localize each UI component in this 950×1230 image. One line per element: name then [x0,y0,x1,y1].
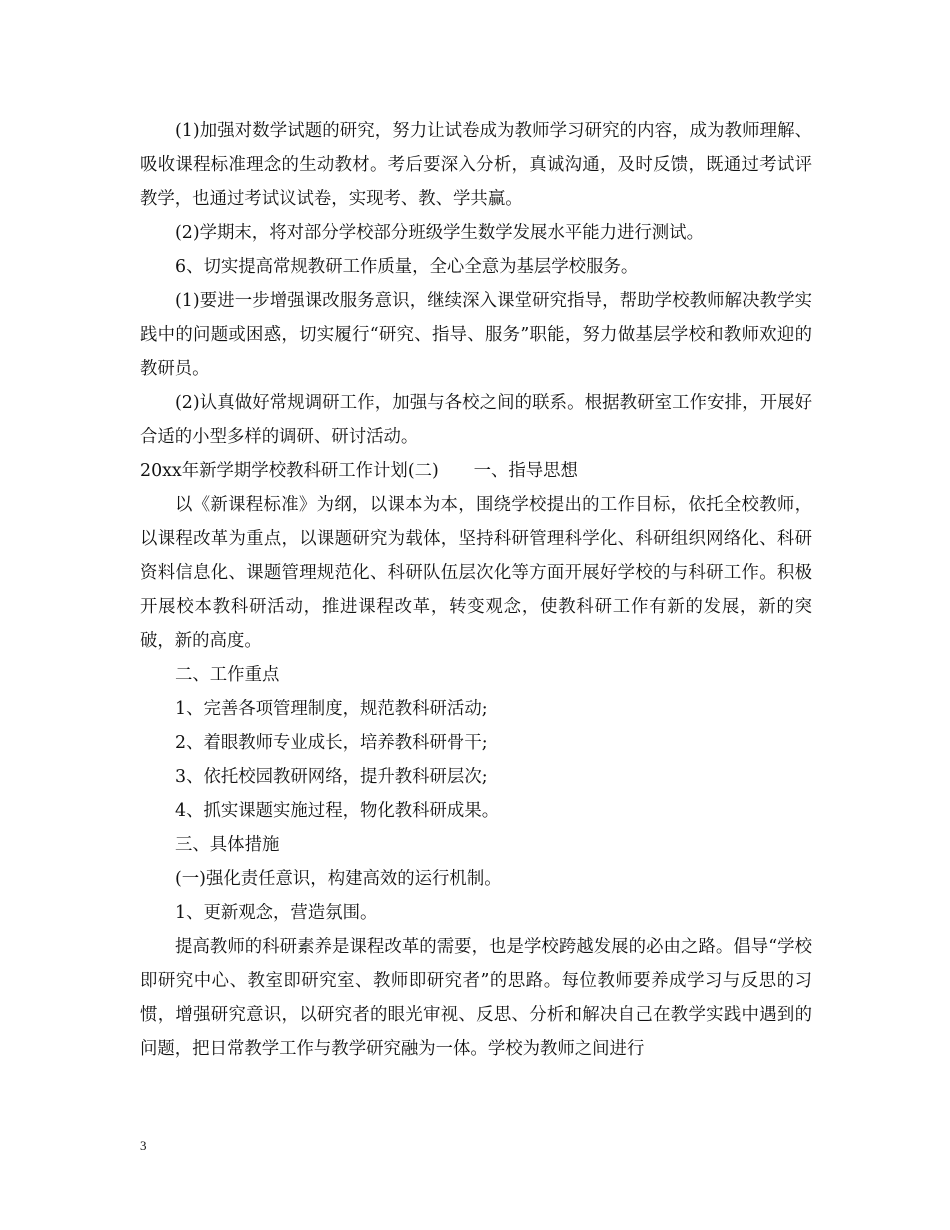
paragraph-routine-research: (2)认真做好常规调研工作，加强与各校之间的联系。根据教研室工作安排，开展好合适的小型多样的调研、研讨活动。 [140,393,812,447]
paragraph-exam-research: (1)加强对数学试题的研究，努力让试卷成为教师学习研究的内容，成为教师理解、吸收课程标准理念的生动教材。考后要深入分析，真诚沟通，及时反馈，既通过考试评教学，也通过考试议试卷，实现考、教、学共赢。 [140,121,812,209]
list-item-3: 3、依托校园教研网络，提升教科研层次; [175,767,488,787]
paragraph-item-6: 6、切实提高常规教研工作质量，全心全意为基层学校服务。 [175,257,639,277]
paragraph-guiding-ideology: 以《新课程标准》为纲，以课本为本，围绕学校提出的工作目标，依托全校教师，以课程改革为重点，以课题研究为载体，坚持科研管理科学化、科研组织网络化、科研资料信息化、课题管理规范化、科研队伍层次化等方面开展好学校的与科研工作。积极开展校本教科研活动，推进课程改革，转变观念，使教科研工作有新的发展，新的突破，新的高度。 [140,495,812,651]
heading-work-focus: 二、工作重点 [175,665,280,685]
list-item-1: 1、完善各项管理制度，规范教科研活动; [175,699,488,719]
document-body [140,114,812,1066]
list-item-2: 2、着眼教师专业成长，培养教科研骨干; [175,733,488,753]
paragraph-term-end-test: (2)学期末，将对部分学校部分班级学生数学发展水平能力进行测试。 [175,223,704,243]
paragraph-service-awareness: (1)要进一步增强课改服务意识，继续深入课堂研究指导，帮助学校教师解决教学实践中的问题或困惑，切实履行“研究、指导、服务”职能，努力做基层学校和教师欢迎的教研员。 [140,291,812,379]
section-heading-plan-two: 20xx年新学期学校教科研工作计划(二) 一、指导思想 [140,461,578,481]
subheading-responsibility: (一)强化责任意识，构建高效的运行机制。 [175,869,502,889]
subheading-update-concepts: 1、更新观念，营造氛围。 [175,903,378,923]
heading-specific-measures: 三、具体措施 [175,835,280,855]
list-item-4: 4、抓实课题实施过程，物化教科研成果。 [175,801,500,821]
page-number: 3 [140,1138,147,1153]
paragraph-research-literacy: 提高教师的科研素养是课程改革的需要，也是学校跨越发展的必由之路。倡导“学校即研究中心、教室即研究室、教师即研究者”的思路。每位教师要养成学习与反思的习惯，增强研究意识，以研究者的眼光审视、反思、分析和解决自己在教学实践中遇到的问题，把日常教学工作与教学研究融为一体。学校为教师之间进行 [140,937,812,1059]
